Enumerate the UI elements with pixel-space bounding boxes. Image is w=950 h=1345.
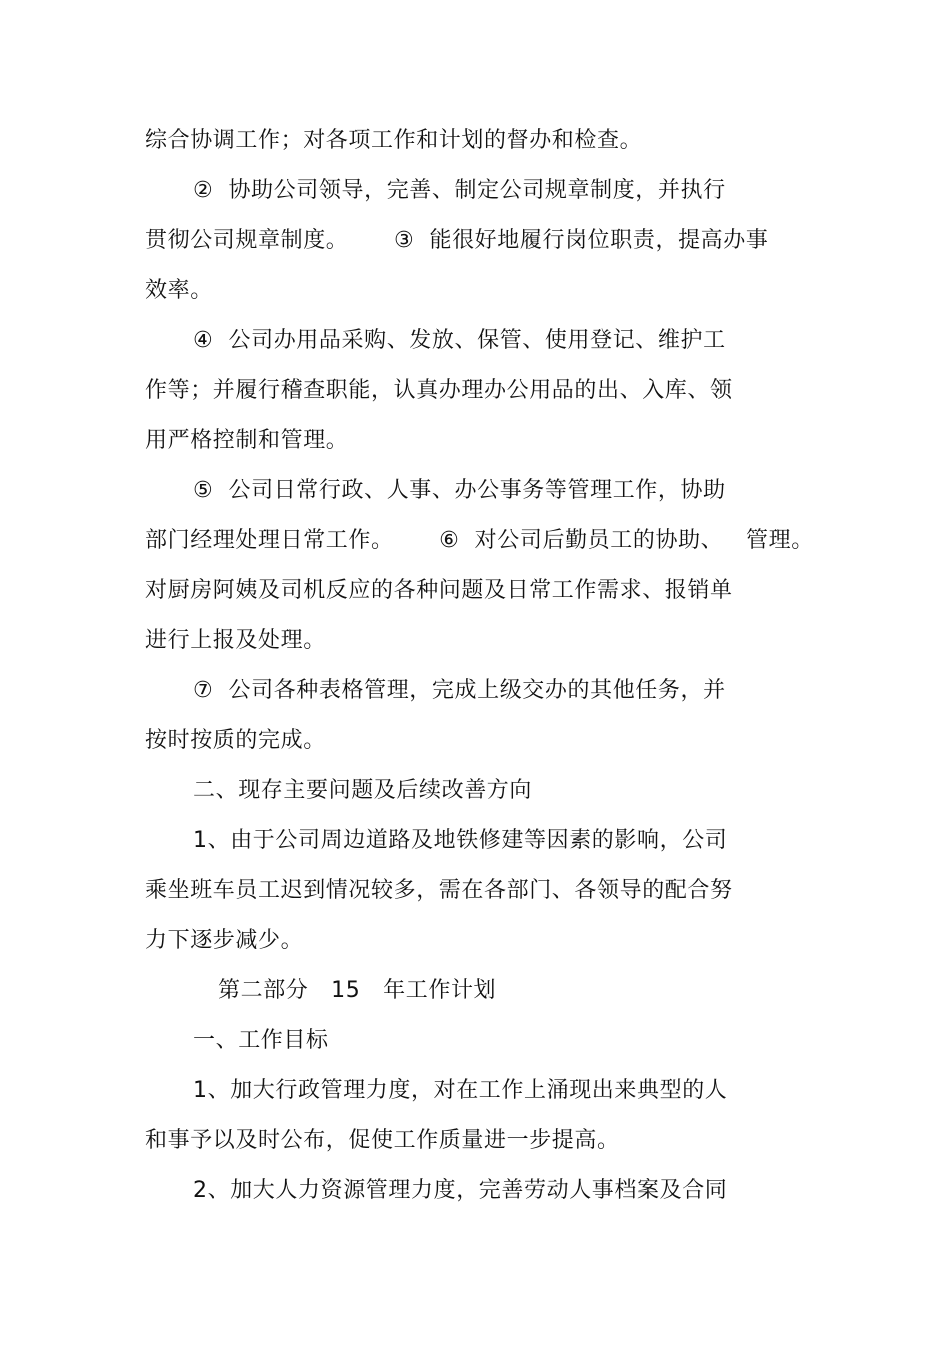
text-line: 对厨房阿姨及司机反应的各种问题及日常工作需求、报销单 (145, 578, 733, 603)
text-line: 1、由于公司周边道路及地铁修建等因素的影响，公司 (193, 828, 728, 853)
text-line: 作等；并履行稽查职能，认真办理办公用品的出、入库、领 (145, 378, 733, 403)
text-line: 2、加大人力资源管理力度，完善劳动人事档案及合同 (193, 1178, 728, 1203)
text-line: 进行上报及处理。 (145, 628, 326, 653)
text-line: 综合协调工作；对各项工作和计划的督办和检查。 (145, 128, 643, 153)
text-line: ② 协助公司领导，完善、制定公司规章制度，并执行 (193, 178, 726, 203)
text-line: ⑦ 公司各种表格管理，完成上级交办的其他任务，并 (193, 678, 726, 703)
text-line: 力下逐步减少。 (145, 928, 304, 953)
text-line: 用严格控制和管理。 (145, 428, 349, 453)
text-line: 贯彻公司规章制度。 ③ 能很好地履行岗位职责，提高办事 (145, 228, 769, 253)
text-line: 部门经理处理日常工作。 ⑥ 对公司后勤员工的协助、 管理。 (145, 528, 814, 553)
part-heading: 第二部分 15 年工作计划 (218, 978, 497, 1003)
section-heading: 二、现存主要问题及后续改善方向 (193, 778, 533, 803)
text-line: 按时按质的完成。 (145, 728, 326, 753)
section-heading: 一、工作目标 (193, 1028, 329, 1053)
text-line: ④ 公司办用品采购、发放、保管、使用登记、维护工 (193, 328, 726, 353)
text-line: 和事予以及时公布，促使工作质量进一步提高。 (145, 1128, 620, 1153)
text-line: 效率。 (145, 278, 213, 303)
text-line: 1、加大行政管理力度，对在工作上涌现出来典型的人 (193, 1078, 728, 1103)
text-line: ⑤ 公司日常行政、人事、办公事务等管理工作，协助 (193, 478, 726, 503)
text-line: 乘坐班车员工迟到情况较多，需在各部门、各领导的配合努 (145, 878, 733, 903)
